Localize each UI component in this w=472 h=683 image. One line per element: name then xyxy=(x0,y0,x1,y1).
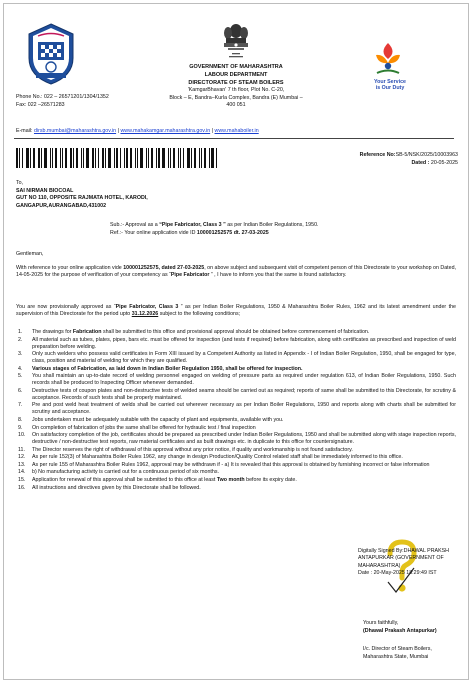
fax-number: Fax: 022 –26571283 xyxy=(16,101,65,108)
barcode-bar xyxy=(178,148,179,168)
condition-text-pre: As per rule 152(3) of Maharashtra Boiler Rules 1962, any change in design Production/Quality Control related staff shall be immediately informed to this office. xyxy=(32,454,403,461)
recipient-address-1: GUT NO 110, OPPOSITE RAJMATA HOTEL, KARODI, xyxy=(16,195,148,202)
address-line-3: 400 051 xyxy=(226,102,246,109)
barcode-bar xyxy=(33,148,35,168)
para1-text-c: , on above subject and subsequent visit of competent person of this Directorate to your workshop on Dated, 14-05-2025 for the purpose of verification of your competency as “ xyxy=(16,265,456,278)
barcode-bar xyxy=(95,148,96,168)
condition-text-bold: Two month xyxy=(216,477,245,483)
link-separator: | xyxy=(117,128,119,134)
barcode-bar xyxy=(44,148,47,168)
barcode-bar xyxy=(86,148,89,168)
barcode-bar xyxy=(168,148,169,168)
barcode-bar xyxy=(173,148,175,168)
paragraph-2 xyxy=(16,304,456,318)
condition-item xyxy=(16,462,456,469)
condition-text xyxy=(32,417,456,424)
ref-prefix: Ref.:- Your online application vide ID xyxy=(110,229,197,236)
condition-text xyxy=(32,477,456,484)
recipient-address-2: GANGAPUR,AURANGABAD,431002 xyxy=(16,203,107,210)
ref-bold: 100001252575 dt. 27-03-2025 xyxy=(196,229,269,236)
condition-text xyxy=(32,425,456,432)
subject-block xyxy=(110,222,450,238)
para2-text-c: ” as per Indian Boiler Regulations, 1950 & Maharashtra Boiler Rules, 1962 and its latest amendment under the supervision of this Directorate for the period upto xyxy=(16,304,457,317)
condition-text xyxy=(32,485,456,492)
condition-text-pre: On satisfactory completion of the job, certificates should be prepared as prescribed under Indian Boiler Regulations, 1950 and shall be submitted along with stage inspection reports, destructive / non-destructive test reports, raw material certificates and as built drawings etc. in duplicate to this office for countersignature. xyxy=(32,432,456,446)
condition-text-pre: As per rule 155 of Maharashtra Boiler Rules 1962, approval may be withdrawn if - a) It is revealed that this approval is obtained by furnishing incorrect or false information xyxy=(32,461,430,468)
date-label: Dated : xyxy=(411,159,430,166)
digital-signature-block xyxy=(358,548,466,578)
condition-number: 14. xyxy=(18,469,26,476)
paragraph-1 xyxy=(16,265,456,279)
condition-item xyxy=(16,366,456,373)
condition-number: 2. xyxy=(18,336,23,343)
subject-suffix: as per Indian Boiler Regulations, 1950. xyxy=(225,222,319,228)
barcode-bar xyxy=(209,148,210,168)
barcode-bar xyxy=(216,148,217,168)
email-link[interactable]: dirsb.mumbai@maharashtra.gov.in xyxy=(33,128,117,134)
department-title: LABOUR DEPARTMENT xyxy=(204,71,268,78)
yours-faithfully: Yours faithfully, xyxy=(363,620,399,626)
barcode-bar xyxy=(180,148,181,168)
service-logo-icon xyxy=(370,40,406,78)
condition-text xyxy=(32,402,456,416)
condition-number: 7. xyxy=(18,402,23,409)
barcode-bar xyxy=(30,148,31,168)
barcode-bar xyxy=(62,148,63,168)
barcode-bar xyxy=(83,148,84,168)
condition-number: 9. xyxy=(18,424,23,431)
condition-item xyxy=(16,373,456,387)
barcode-bar xyxy=(140,148,143,168)
header-title-block xyxy=(140,64,332,110)
condition-item xyxy=(16,351,456,365)
barcode-bar xyxy=(116,148,118,168)
condition-item xyxy=(16,485,456,492)
condition-item xyxy=(16,454,456,461)
condition-text-pre: The Director reserves the right of withdrawal of this approval without any prior notice, if quality and workmanship is not found satisfactory. xyxy=(32,446,353,453)
barcode-bar xyxy=(158,148,160,168)
barcode-bar xyxy=(191,148,192,168)
salutation: Gentleman, xyxy=(16,251,44,257)
para2-text-a: You are now provisionally approved as “ xyxy=(16,304,116,310)
barcode-bar xyxy=(108,148,111,168)
condition-text xyxy=(32,351,456,365)
condition-text xyxy=(32,469,456,476)
barcode-bar xyxy=(22,148,23,168)
barcode-bar xyxy=(137,148,138,168)
mahaboiler-link[interactable]: www.mahaboiler.in xyxy=(214,128,259,134)
barcode-bar xyxy=(65,148,67,168)
closing-block xyxy=(363,620,463,636)
barcode-bar xyxy=(98,148,99,168)
reference-label: Reference No: xyxy=(359,152,396,158)
reference-date: 20-05-2025 xyxy=(430,159,458,166)
conditions-list xyxy=(16,329,456,492)
tagline-line-1: Your Service xyxy=(374,79,406,85)
barcode-bar xyxy=(151,148,153,168)
condition-text xyxy=(32,447,456,454)
condition-number: 1. xyxy=(18,329,23,335)
barcode-bar xyxy=(38,148,40,168)
barcode-bar xyxy=(50,148,51,168)
condition-text xyxy=(32,388,456,402)
para1-text-a: With reference to your online application vide xyxy=(16,265,124,271)
barcode-bar xyxy=(81,148,82,168)
condition-text xyxy=(32,462,456,469)
condition-text-pre: You shall maintain an up-to-date record of welding personnel engaged on welding of pressure parts as required under regulation 613, of Indian Boiler Regulations, 1950. Such records shall be produced to Inspecting Officer whenever demanded. xyxy=(32,373,456,387)
barcode-bar xyxy=(52,148,53,168)
document-barcode xyxy=(16,148,220,168)
barcode-bar xyxy=(114,148,115,168)
condition-text xyxy=(32,454,456,461)
condition-text-pre: The drawings for xyxy=(32,329,73,335)
email-links-row xyxy=(16,128,346,135)
barcode-bar xyxy=(73,148,74,168)
barcode-bar xyxy=(120,148,121,168)
barcode-bar xyxy=(26,148,29,168)
signature-line-3: MAHARASHTRA) xyxy=(358,562,401,569)
barcode-bar xyxy=(19,148,20,168)
condition-item xyxy=(16,417,456,424)
condition-text xyxy=(32,337,456,351)
directorate-title: DIRECTORATE OF STEAM BOILERS xyxy=(188,79,284,86)
condition-text xyxy=(32,366,456,373)
barcode-bar xyxy=(201,148,202,168)
barcode-bar xyxy=(126,148,128,168)
condition-text-pre: Application for renewal of this approval shall be submitted to this office at least xyxy=(32,477,217,483)
barcode-bar xyxy=(70,148,73,168)
condition-text-pre: Pre and post weld heat treatment of welds shall be carried out wherever necessary as per Indian Boiler Regulations, 1950 and reports along with charts shall be submitted for scrutiny and acceptance. xyxy=(32,402,456,416)
condition-number: 6. xyxy=(18,387,23,394)
condition-item xyxy=(16,337,456,351)
barcode-bar xyxy=(170,148,171,168)
ref-line xyxy=(110,230,450,238)
barcode-bar xyxy=(92,148,94,168)
condition-text-pre: On completion of fabrication of jobs the same shall be offered for hydraulic test / final inspection xyxy=(32,424,256,431)
address-line-1: 'KamgarBhavan' 7 th floor, Plot No. C-20, xyxy=(187,87,285,94)
condition-item xyxy=(16,477,456,484)
condition-text xyxy=(32,432,456,446)
subject-line xyxy=(110,222,450,230)
condition-number: 10. xyxy=(18,432,26,439)
condition-number: 8. xyxy=(18,416,23,423)
reference-number: SB-5/NSK/2025/10003963 xyxy=(395,152,458,158)
signature-line-4: Date : 20-May-2025 18:29:49 IST xyxy=(358,570,437,577)
barcode-bar xyxy=(204,148,206,168)
signature-line-1: Digitally Signed By:DHAWAL PRAKSH xyxy=(358,548,449,554)
condition-number: 12. xyxy=(18,454,26,461)
contact-numbers xyxy=(16,94,146,109)
link-separator: | xyxy=(211,128,214,134)
condition-number: 16. xyxy=(18,484,26,491)
barcode-bar xyxy=(55,148,57,168)
para1-bold-d: Pipe Fabricator xyxy=(170,271,210,278)
condition-text-bold: Fabrication xyxy=(72,329,102,335)
para1-bold-b: 100001252575, dated 27-03-2025 xyxy=(123,265,205,271)
condition-text-pre: Only such welders who possess valid certificates in Form XIII issued by a Competent Authority as listed in Appendix - I of Indian Boiler Regulation, 1950, shall be engaged for type, class, position and material of welding for which they are qualified. xyxy=(32,351,456,365)
barcode-bar xyxy=(162,148,165,168)
barcode-bar xyxy=(60,148,61,168)
govt-title: GOVERNMENT OF MAHARASHTRA xyxy=(189,64,283,70)
condition-item xyxy=(16,447,456,454)
barcode-bar xyxy=(148,148,149,168)
condition-number: 15. xyxy=(18,477,26,483)
barcode-bar xyxy=(124,148,125,168)
para1-text-e: ” , I have to inform you that the same is found satisfactory. xyxy=(209,271,347,278)
condition-text xyxy=(32,373,456,387)
national-emblem-icon xyxy=(218,22,254,62)
recipient-block xyxy=(16,180,266,211)
phone-number: Phone No.: 022 – 26571201/1304/1352 xyxy=(16,94,109,100)
condition-text xyxy=(32,329,456,336)
directorate-logo-icon xyxy=(24,22,78,86)
barcode-bar xyxy=(16,148,18,168)
condition-number: 13. xyxy=(18,461,26,468)
to-label: To, xyxy=(16,180,24,186)
condition-text-pre: Destructive tests of coupon plates and non-destructive tests of welded seams should be carried out as required; reports of same shall be submitted to this Directorate, for scrutiny & acceptance. Records of such tests shall be properly maintained. xyxy=(32,387,456,401)
signatory-name: (Dhawal Prakash Antapurkar) xyxy=(363,627,437,634)
recipient-name: SAI NIRMAN BIOCOAL xyxy=(16,187,74,194)
barcode-bar xyxy=(194,148,196,168)
header-divider xyxy=(14,138,454,139)
condition-text-post: before its expiry date. xyxy=(244,477,297,483)
barcode-bar xyxy=(76,148,78,168)
condition-item xyxy=(16,388,456,402)
condition-item xyxy=(16,402,456,416)
signatory-title-2: Maharashtra State, Mumbai xyxy=(363,653,429,660)
barcode-bar xyxy=(187,148,190,168)
barcode-bar xyxy=(135,148,136,168)
service-tagline xyxy=(368,79,412,92)
validity-date: 31.12.2026 xyxy=(131,310,159,317)
reference-block xyxy=(300,152,458,168)
condition-text-pre: b) No manufacturing activity is carried out for a continuous period of six months. xyxy=(32,469,219,476)
subject-prefix: Sub.:- Approval as a xyxy=(110,222,160,228)
barcode-bar xyxy=(156,148,157,168)
condition-number: 4. xyxy=(18,365,23,372)
condition-item xyxy=(16,425,456,432)
barcode-bar xyxy=(130,148,132,168)
para2-text-e: subject to the following conditions; xyxy=(158,310,241,317)
barcode-bar xyxy=(105,148,106,168)
condition-number: 5. xyxy=(18,373,23,380)
condition-item xyxy=(16,432,456,446)
condition-number: 11. xyxy=(18,446,25,453)
signatory-title-block xyxy=(363,646,463,661)
condition-text-pre: All material such as tubes, plates, pipes, bars etc. must be offered for inspection (and tests if required) before fabrication, along with certificates as prescribed and inspection of weld preparation before welding. xyxy=(32,336,456,350)
condition-text-post: shall be submitted to this office and provisional approval should be obtained before commencement of fabrication. xyxy=(101,329,370,335)
subject-bold: “Pipe Fabricator, Class 3 ” xyxy=(159,222,226,228)
barcode-bar xyxy=(41,148,42,168)
signatory-title-1: I/c. Director of Steam Boilers, xyxy=(363,646,432,652)
signature-line-2: ANTAPURKAR (GOVERNMENT OF xyxy=(358,555,444,562)
condition-item xyxy=(16,469,456,476)
barcode-bar xyxy=(102,148,104,168)
barcode-bar xyxy=(211,148,214,168)
condition-text-pre: Jobs undertaken must be adequately suitable with the capacity of plant and equipments, available with you. xyxy=(32,416,284,423)
para2-bold-b: Pipe Fabricator, Class 3 xyxy=(115,304,179,310)
barcode-bar xyxy=(199,148,200,168)
barcode-bar xyxy=(183,148,185,168)
email-label: E-mail: xyxy=(16,128,33,134)
address-line-2: Block – E, Bandra–Kurla Complex, Bandra (E) Mumbai – xyxy=(169,94,303,101)
mahakamgar-link[interactable]: www.mahakamgar.maharashtra.gov.in xyxy=(120,128,211,134)
barcode-bar xyxy=(146,148,147,168)
condition-text-bold: Various stages of Fabrication, as laid down in Indian Boiler Regulation 1950, shall be offered for inspection. xyxy=(32,365,303,372)
condition-item xyxy=(16,329,456,336)
condition-number: 3. xyxy=(18,351,23,358)
tagline-line-2: is Our Duty xyxy=(375,85,405,92)
condition-text-pre: All instructions and directives given by this Directorate shall be followed. xyxy=(32,484,201,491)
